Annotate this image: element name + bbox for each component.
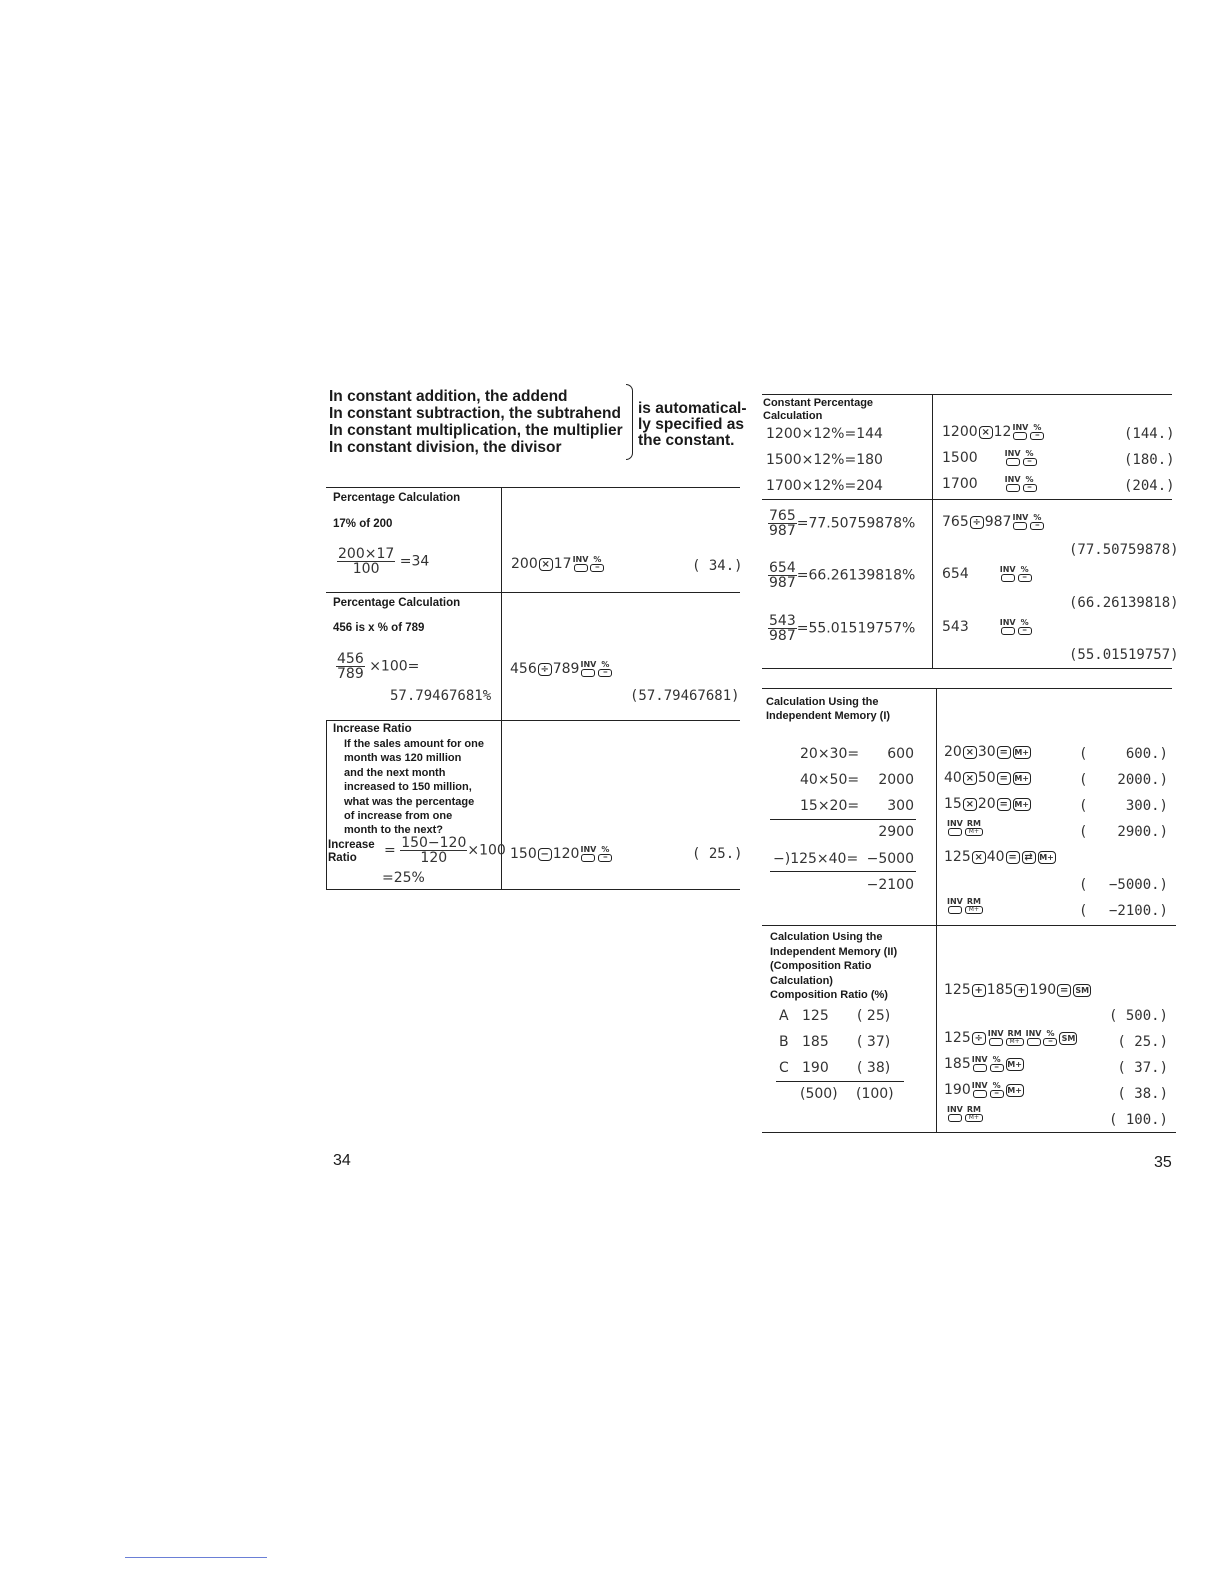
- multiply-key-icon: ×: [539, 558, 553, 571]
- formula: [336, 652, 419, 681]
- desc-line: and the next month: [344, 766, 446, 779]
- table-divider: [936, 925, 937, 1132]
- key-sequence: [946, 820, 984, 836]
- frac-den: 987: [769, 628, 796, 644]
- table-title: [766, 695, 890, 723]
- key-digits: 40: [986, 849, 1005, 865]
- key-sequence: [944, 770, 1032, 786]
- table-rule: [326, 592, 740, 593]
- table-rule: [326, 720, 740, 721]
- section-subtitle: 17% of 200: [333, 518, 393, 530]
- percent-key-icon: % =: [1018, 566, 1032, 582]
- comp-pct: ( 38): [857, 1060, 891, 1076]
- mplus-key-icon: M+: [1039, 852, 1054, 862]
- display-result: −5000.): [1108, 877, 1168, 893]
- key-digits: 185: [944, 1056, 971, 1072]
- table-divider: [501, 487, 502, 889]
- frac-den: 789: [337, 666, 364, 682]
- key-sequence: [944, 796, 1032, 812]
- display-result: −2100.): [1108, 903, 1168, 919]
- mplus-key-icon: M+: [1014, 799, 1029, 809]
- section-description: [344, 737, 484, 838]
- table-title-2: Independent Memory (II): [770, 945, 898, 958]
- key-sequence: [946, 898, 984, 914]
- inv-key-icon: INV: [1005, 450, 1021, 466]
- table-title-4: Calculation): [770, 974, 833, 987]
- key-digits: 543: [942, 619, 969, 635]
- inv-key-icon: INV: [947, 820, 963, 836]
- table-rule: [326, 487, 740, 488]
- key-digits: 150: [510, 846, 537, 862]
- memory-total: −2100: [866, 877, 914, 893]
- display-paren: (: [1079, 798, 1088, 814]
- key-sequence: [942, 619, 1033, 635]
- expr-row: 1700×12%=204: [766, 478, 883, 494]
- inv-key-icon: INV: [972, 1056, 988, 1072]
- key-digits: 185: [986, 982, 1014, 998]
- formula-eq: =: [384, 842, 396, 859]
- display-result: ( 25.): [1117, 1034, 1168, 1050]
- key-sequence: [942, 450, 1038, 466]
- intro-line-1: In constant addition, the addend: [329, 388, 568, 405]
- key-sequence: [942, 566, 1033, 582]
- inv-key-icon: INV: [1000, 566, 1016, 582]
- display-result: ( 25.): [692, 846, 743, 862]
- rm-key-icon: RM M+: [966, 897, 981, 913]
- key-digits: 50: [977, 770, 996, 786]
- key-digits: 789: [552, 661, 580, 677]
- key-digits: 1500: [942, 450, 978, 466]
- frac-den: 100: [352, 561, 380, 577]
- key-sequence: [946, 1106, 984, 1122]
- intro-right: [638, 401, 747, 449]
- frac-num: 765: [769, 508, 796, 524]
- plus-key-icon: +: [972, 984, 986, 997]
- plus-key-icon: +: [1014, 984, 1028, 997]
- expr-row: 1200×12%=144: [766, 426, 883, 442]
- comp-pct: ( 37): [857, 1034, 891, 1050]
- formula: [384, 836, 506, 865]
- formula-answer: 57.79467681%: [390, 688, 492, 704]
- desc-line: month was 120 million: [344, 752, 462, 765]
- inv-key-icon: INV: [580, 661, 596, 677]
- percent-key-icon: % =: [598, 661, 612, 677]
- frac-den: 120: [420, 850, 448, 866]
- multiply-key-icon: ×: [963, 772, 977, 785]
- desc-line: increased to 150 million,: [344, 781, 472, 794]
- comp-name: B: [779, 1034, 789, 1050]
- display-result: (180.): [1124, 452, 1175, 468]
- intro-right-2: ly specified as: [638, 416, 744, 433]
- intro-line-4: In constant division, the divisor: [329, 439, 562, 456]
- key-digits: 190: [944, 1082, 971, 1098]
- display-result: 300.): [1125, 798, 1168, 814]
- display-result: 2900.): [1117, 824, 1168, 840]
- divide-key-icon: ÷: [538, 663, 552, 676]
- key-digits: 15: [944, 796, 962, 812]
- key-sequence: [944, 849, 1057, 865]
- memory-sum: 2900: [878, 824, 914, 840]
- formula-answer: =25%: [382, 870, 425, 886]
- table-title-2: Independent Memory (I): [766, 710, 891, 722]
- frac-num: 456: [337, 651, 364, 667]
- rm-key-icon: RM M+: [1007, 1029, 1022, 1045]
- comp-value: 125: [802, 1008, 829, 1024]
- memory-sub-expr: −)125×40=: [773, 851, 859, 867]
- key-digits: 765: [942, 514, 969, 530]
- display-result: (55.01519757): [1069, 647, 1179, 663]
- memory-expr: 40×50=: [800, 772, 860, 788]
- inv-key-icon: INV: [573, 556, 589, 572]
- key-sequence: [944, 982, 1092, 998]
- table-rule: [326, 889, 740, 890]
- formula-result: =34: [399, 553, 430, 570]
- multiply-key-icon: ×: [972, 851, 986, 864]
- key-digits: 200: [511, 556, 538, 572]
- expr-row: 1500×12%=180: [766, 452, 883, 468]
- comp-name: C: [779, 1060, 789, 1076]
- memory-value: 2000: [878, 772, 914, 788]
- equals-key-icon: =: [997, 746, 1011, 759]
- comp-pct: ( 25): [857, 1008, 891, 1024]
- desc-line: of increase from one: [344, 810, 453, 823]
- exchange-key-icon: ⇄: [1022, 851, 1036, 864]
- formula-mult: ×100=: [369, 658, 420, 675]
- key-digits: 1200: [942, 424, 978, 440]
- comp-total-pct: (100): [856, 1086, 894, 1102]
- key-digits: 12: [993, 424, 1012, 440]
- table-title-5: Composition Ratio (%): [770, 989, 888, 1001]
- table-rule: [762, 925, 1176, 926]
- table-title-1: Calculation Using the: [766, 696, 879, 708]
- inv-key-icon: INV: [1005, 476, 1021, 492]
- ratio-label-2: Ratio: [328, 852, 357, 864]
- table-title-1: Constant Percentage: [763, 397, 874, 409]
- inv-key-icon: INV: [1000, 619, 1016, 635]
- key-digits: 30: [977, 744, 996, 760]
- frac-row: [768, 561, 915, 590]
- ratio-label-1: Increase: [328, 839, 375, 851]
- table-title-1: Calculation Using the: [770, 931, 883, 943]
- section-title: Percentage Calculation: [333, 597, 461, 609]
- percent-key-icon: % =: [1043, 1030, 1057, 1046]
- display-paren: (: [1079, 746, 1088, 762]
- display-result: (204.): [1124, 478, 1175, 494]
- frac-den: 987: [769, 575, 796, 591]
- equals-key-icon: =: [997, 798, 1011, 811]
- key-sequence: [942, 424, 1045, 440]
- section-title: Increase Ratio: [333, 723, 412, 735]
- key-digits: 120: [552, 846, 580, 862]
- inv-key-icon: INV: [1012, 424, 1028, 440]
- display-result: ( 500.): [1108, 1008, 1168, 1024]
- table-rule: [762, 668, 1172, 669]
- inv-key-icon: INV: [947, 898, 963, 914]
- key-digits: 125: [944, 1030, 971, 1046]
- percent-key-icon: % =: [990, 1082, 1004, 1098]
- section-title: Percentage Calculation: [333, 492, 461, 504]
- mplus-key-icon: M+: [1007, 1059, 1022, 1069]
- percent-key-icon: % =: [590, 556, 604, 572]
- comp-total: (500): [800, 1086, 838, 1102]
- memory-expr: 20×30=: [800, 746, 860, 762]
- display-result: (57.79467681): [630, 688, 740, 704]
- section-subtitle: 456 is x % of 789: [333, 622, 425, 634]
- intro-right-1: is automatical-: [638, 400, 747, 417]
- divide-key-icon: ÷: [972, 1032, 986, 1045]
- percent-key-icon: % =: [990, 1056, 1004, 1072]
- mplus-key-icon: M+: [1014, 747, 1029, 757]
- multiply-key-icon: ×: [979, 426, 993, 439]
- comp-value: 185: [802, 1034, 829, 1050]
- inv-key-icon: INV: [988, 1030, 1004, 1046]
- key-digits: 125: [944, 982, 971, 998]
- key-sequence: [510, 661, 613, 677]
- inv-key-icon: INV: [947, 1106, 963, 1122]
- percent-key-icon: % =: [1018, 619, 1032, 635]
- comp-name: A: [779, 1008, 789, 1024]
- table-title-3: (Composition Ratio: [770, 960, 872, 972]
- table-rule: [762, 688, 1172, 689]
- key-digits: 40: [944, 770, 962, 786]
- key-digits: 17: [553, 556, 572, 572]
- sm-key-icon: SM: [1073, 984, 1091, 997]
- desc-line: month to the next?: [344, 824, 443, 837]
- percent-key-icon: % =: [1023, 450, 1037, 466]
- frac-num: 200×17: [338, 546, 395, 562]
- multiply-key-icon: ×: [963, 746, 977, 759]
- memory-expr: 15×20=: [800, 798, 860, 814]
- minus-key-icon: −: [538, 848, 552, 861]
- key-digits: 20: [944, 744, 962, 760]
- key-sequence: [944, 1056, 1025, 1072]
- frac-eq: =55.01519757%: [796, 620, 916, 637]
- display-paren: (: [1079, 772, 1088, 788]
- frac-num: 150−120: [401, 835, 467, 851]
- display-result: ( 37.): [1117, 1060, 1168, 1076]
- display-result: ( 100.): [1108, 1112, 1168, 1128]
- display-result: 600.): [1125, 746, 1168, 762]
- display-result: (66.26139818): [1069, 595, 1179, 611]
- intro-line-3: In constant multiplication, the multiplier: [329, 422, 623, 439]
- inv-key-icon: INV: [1012, 514, 1028, 530]
- divide-key-icon: ÷: [970, 516, 984, 529]
- page-number: 34: [333, 1152, 351, 1169]
- intro-line-2: In constant subtraction, the subtrahend: [329, 405, 621, 422]
- frac-eq: =77.50759878%: [796, 515, 916, 532]
- display-result: (77.50759878): [1069, 542, 1179, 558]
- percent-key-icon: % =: [598, 846, 612, 862]
- formula-mult: ×100: [467, 842, 506, 859]
- display-paren: (: [1079, 877, 1088, 893]
- frac-row: [768, 509, 915, 538]
- frac-row: [768, 614, 915, 643]
- key-sequence: [944, 1082, 1025, 1098]
- frac-num: 654: [769, 560, 796, 576]
- key-sequence: [942, 476, 1038, 492]
- key-digits: 654: [942, 566, 969, 582]
- desc-line: what was the percentage: [344, 795, 475, 808]
- display-result: ( 38.): [1117, 1086, 1168, 1102]
- mplus-key-icon: M+: [1014, 773, 1029, 783]
- frac-eq: =66.26139818%: [796, 567, 916, 584]
- footer-rule: [125, 1557, 267, 1558]
- display-paren: (: [1079, 824, 1088, 840]
- display-result: (144.): [1124, 426, 1175, 442]
- key-sequence: [511, 556, 605, 572]
- sum-rule: [770, 871, 916, 872]
- inv-key-icon: INV: [580, 846, 596, 862]
- frac-num: 543: [769, 613, 796, 629]
- table-title: [763, 397, 873, 423]
- table-divider: [932, 394, 933, 668]
- key-digits: 125: [944, 849, 971, 865]
- sm-key-icon: SM: [1059, 1032, 1077, 1045]
- equals-key-icon: =: [997, 772, 1011, 785]
- multiply-key-icon: ×: [963, 798, 977, 811]
- rm-key-icon: RM M+: [966, 1105, 981, 1121]
- table-rule: [762, 499, 1172, 500]
- brace-icon: [626, 384, 633, 460]
- table-divider: [936, 688, 937, 925]
- memory-value: 600: [887, 746, 914, 762]
- display-paren: (: [1079, 903, 1088, 919]
- key-digits: 1700: [942, 476, 978, 492]
- key-digits: 987: [984, 514, 1012, 530]
- percent-key-icon: % =: [1030, 514, 1044, 530]
- desc-line: If the sales amount for one: [344, 738, 484, 750]
- table-divider: [326, 720, 327, 889]
- comp-value: 190: [802, 1060, 829, 1076]
- sum-rule: [776, 1081, 904, 1082]
- percent-key-icon: % =: [1023, 476, 1037, 492]
- inv-key-icon: INV: [1026, 1030, 1042, 1046]
- mplus-key-icon: M+: [1007, 1085, 1022, 1095]
- equals-key-icon: =: [1006, 851, 1020, 864]
- intro-right-3: the constant.: [638, 432, 735, 449]
- rm-key-icon: RM M+: [966, 819, 981, 835]
- display-result: ( 34.): [692, 558, 743, 574]
- equals-key-icon: =: [1057, 984, 1071, 997]
- frac-den: 987: [769, 523, 796, 539]
- key-sequence: [510, 846, 613, 862]
- formula: [337, 547, 429, 576]
- display-result: 2000.): [1117, 772, 1168, 788]
- key-digits: 456: [510, 661, 537, 677]
- key-digits: 20: [977, 796, 996, 812]
- inv-key-icon: INV: [972, 1082, 988, 1098]
- memory-value: 300: [887, 798, 914, 814]
- sum-rule: [770, 819, 916, 820]
- table-title: [770, 930, 897, 1003]
- ratio-label: [328, 839, 375, 865]
- page-number: 35: [1154, 1154, 1172, 1171]
- key-digits: 190: [1029, 982, 1057, 998]
- key-sequence: [944, 1030, 1078, 1046]
- table-rule: [762, 394, 1172, 395]
- key-sequence: [944, 744, 1032, 760]
- table-title-2: Calculation: [763, 410, 823, 422]
- memory-sub-value: −5000: [866, 851, 914, 867]
- key-sequence: [942, 514, 1045, 530]
- table-rule: [762, 1132, 1176, 1133]
- percent-key-icon: % =: [1030, 424, 1044, 440]
